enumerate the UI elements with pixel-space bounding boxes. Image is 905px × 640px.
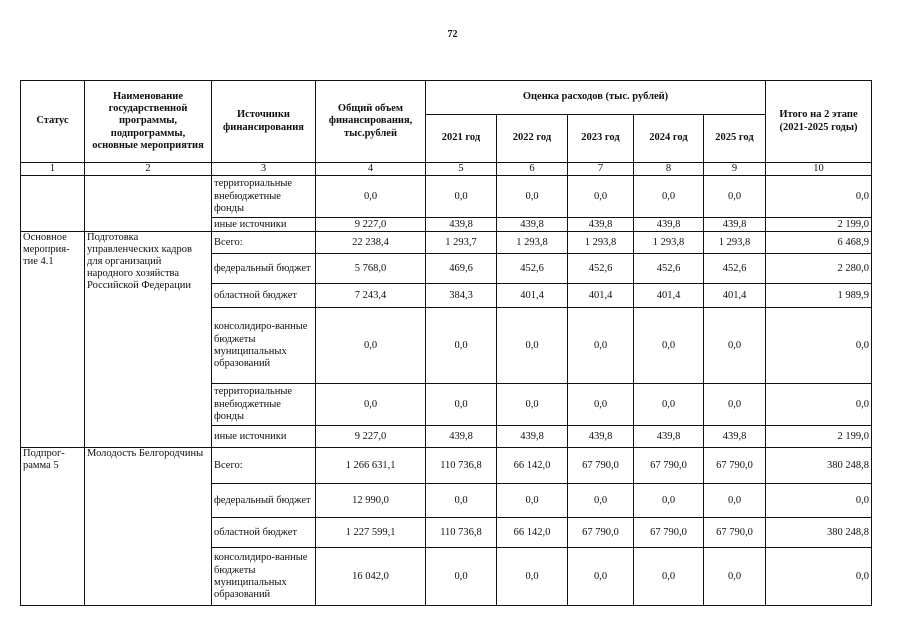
year-value-cell: 0,0: [426, 308, 497, 384]
year-value-cell: 0,0: [634, 308, 704, 384]
year-value-cell: 439,8: [568, 218, 634, 232]
total-funding-cell: 1 227 599,1: [316, 518, 426, 548]
year-value-cell: 67 790,0: [704, 448, 766, 484]
year-value-cell: 401,4: [634, 284, 704, 308]
year-value-cell: 1 293,8: [704, 232, 766, 254]
program-name-cell: [85, 176, 212, 232]
year-value-cell: 1 293,7: [426, 232, 497, 254]
funding-source-cell: иные источники: [212, 426, 316, 448]
year-value-cell: 110 736,8: [426, 448, 497, 484]
year-value-cell: 0,0: [634, 548, 704, 606]
funding-source-cell: консолидиро-ванные бюджеты муниципальных образований: [212, 548, 316, 606]
stage-total-cell: 2 280,0: [766, 254, 872, 284]
total-funding-cell: 12 990,0: [316, 484, 426, 518]
funding-source-cell: Всего:: [212, 232, 316, 254]
year-value-cell: 0,0: [568, 308, 634, 384]
year-value-cell: 401,4: [568, 284, 634, 308]
column-index: 3: [212, 163, 316, 176]
status-cell: Подпрог-рамма 5: [21, 448, 85, 606]
total-funding-cell: 16 042,0: [316, 548, 426, 606]
year-value-cell: 401,4: [704, 284, 766, 308]
budget-table: [20, 80, 872, 606]
header-stage-total: Итого на 2 этапе (2021-2025 годы): [766, 81, 872, 163]
year-value-cell: 67 790,0: [634, 518, 704, 548]
year-value-cell: 0,0: [634, 384, 704, 426]
year-value-cell: 439,8: [426, 218, 497, 232]
column-index: 2: [85, 163, 212, 176]
stage-total-cell: 2 199,0: [766, 426, 872, 448]
status-cell: [21, 176, 85, 232]
year-value-cell: 439,8: [497, 218, 568, 232]
year-value-cell: 67 790,0: [634, 448, 704, 484]
stage-total-cell: 6 468,9: [766, 232, 872, 254]
total-funding-cell: 7 243,4: [316, 284, 426, 308]
column-index: 6: [497, 163, 568, 176]
status-cell: Основное мероприя-тие 4.1: [21, 232, 85, 448]
header-funding-sources: Источники финансирования: [212, 81, 316, 163]
year-value-cell: 0,0: [704, 308, 766, 384]
year-value-cell: 439,8: [704, 426, 766, 448]
year-value-cell: 1 293,8: [497, 232, 568, 254]
year-value-cell: 452,6: [704, 254, 766, 284]
header-program-name: Наименование государственной программы, подпрограммы, основные мероприятия: [85, 81, 212, 163]
year-value-cell: 452,6: [568, 254, 634, 284]
column-index: 4: [316, 163, 426, 176]
year-value-cell: 66 142,0: [497, 518, 568, 548]
year-value-cell: 0,0: [497, 176, 568, 218]
total-funding-cell: 9 227,0: [316, 426, 426, 448]
year-value-cell: 0,0: [634, 484, 704, 518]
column-index: 5: [426, 163, 497, 176]
year-value-cell: 469,6: [426, 254, 497, 284]
header-year: 2021 год: [426, 115, 497, 163]
total-funding-cell: 0,0: [316, 384, 426, 426]
total-funding-cell: 0,0: [316, 308, 426, 384]
year-value-cell: 439,8: [634, 218, 704, 232]
year-value-cell: 1 293,8: [568, 232, 634, 254]
header-year: 2025 год: [704, 115, 766, 163]
column-index: 1: [21, 163, 85, 176]
header-year: 2022 год: [497, 115, 568, 163]
funding-source-cell: областной бюджет: [212, 284, 316, 308]
column-index: 10: [766, 163, 872, 176]
page-number: 72: [447, 29, 458, 40]
year-value-cell: 439,8: [634, 426, 704, 448]
stage-total-cell: 0,0: [766, 308, 872, 384]
year-value-cell: 0,0: [497, 484, 568, 518]
header-year: 2023 год: [568, 115, 634, 163]
year-value-cell: 0,0: [704, 384, 766, 426]
year-value-cell: 439,8: [704, 218, 766, 232]
stage-total-cell: 2 199,0: [766, 218, 872, 232]
year-value-cell: 439,8: [497, 426, 568, 448]
year-value-cell: 0,0: [497, 548, 568, 606]
funding-source-cell: федеральный бюджет: [212, 484, 316, 518]
year-value-cell: 0,0: [568, 176, 634, 218]
column-index-row: [21, 163, 872, 176]
stage-total-cell: 0,0: [766, 176, 872, 218]
stage-total-cell: 380 248,8: [766, 448, 872, 484]
total-funding-cell: 9 227,0: [316, 218, 426, 232]
year-value-cell: 67 790,0: [704, 518, 766, 548]
year-value-cell: 0,0: [704, 484, 766, 518]
year-value-cell: 67 790,0: [568, 518, 634, 548]
stage-total-cell: 0,0: [766, 384, 872, 426]
funding-source-cell: федеральный бюджет: [212, 254, 316, 284]
total-funding-cell: 1 266 631,1: [316, 448, 426, 484]
year-value-cell: 0,0: [568, 384, 634, 426]
stage-total-cell: 0,0: [766, 484, 872, 518]
year-value-cell: 0,0: [704, 176, 766, 218]
year-value-cell: 0,0: [497, 308, 568, 384]
total-funding-cell: 22 238,4: [316, 232, 426, 254]
year-value-cell: 384,3: [426, 284, 497, 308]
header-expense-estimate: Оценка расходов (тыс. рублей): [426, 81, 766, 115]
year-value-cell: 0,0: [634, 176, 704, 218]
year-value-cell: 0,0: [426, 548, 497, 606]
funding-source-cell: Всего:: [212, 448, 316, 484]
header-status: Статус: [21, 81, 85, 163]
funding-source-cell: иные источники: [212, 218, 316, 232]
year-value-cell: 0,0: [497, 384, 568, 426]
year-value-cell: 452,6: [634, 254, 704, 284]
year-value-cell: 439,8: [426, 426, 497, 448]
header-year: 2024 год: [634, 115, 704, 163]
year-value-cell: 0,0: [568, 548, 634, 606]
year-value-cell: 67 790,0: [568, 448, 634, 484]
column-index: 7: [568, 163, 634, 176]
year-value-cell: 0,0: [568, 484, 634, 518]
stage-total-cell: 380 248,8: [766, 518, 872, 548]
funding-source-cell: консолидиро-ванные бюджеты муниципальных образований: [212, 308, 316, 384]
stage-total-cell: 0,0: [766, 548, 872, 606]
table-row: [21, 176, 872, 218]
year-value-cell: 0,0: [426, 484, 497, 518]
program-name-cell: Подготовка управленческих кадров для организаций народного хозяйства Российской Федерации: [85, 232, 212, 448]
column-index: 9: [704, 163, 766, 176]
year-value-cell: 1 293,8: [634, 232, 704, 254]
year-value-cell: 0,0: [426, 384, 497, 426]
header-total-funding: Общий объем финансирования, тыс.рублей: [316, 81, 426, 163]
year-value-cell: 66 142,0: [497, 448, 568, 484]
year-value-cell: 0,0: [426, 176, 497, 218]
year-value-cell: 110 736,8: [426, 518, 497, 548]
program-name-cell: Молодость Белгородчины: [85, 448, 212, 606]
year-value-cell: 0,0: [704, 548, 766, 606]
year-value-cell: 439,8: [568, 426, 634, 448]
total-funding-cell: 0,0: [316, 176, 426, 218]
column-index: 8: [634, 163, 704, 176]
table-row: [21, 232, 872, 254]
funding-source-cell: территориальные внебюджетные фонды: [212, 384, 316, 426]
year-value-cell: 452,6: [497, 254, 568, 284]
year-value-cell: 401,4: [497, 284, 568, 308]
stage-total-cell: 1 989,9: [766, 284, 872, 308]
funding-source-cell: областной бюджет: [212, 518, 316, 548]
total-funding-cell: 5 768,0: [316, 254, 426, 284]
table-row: [21, 448, 872, 484]
funding-source-cell: территориальные внебюджетные фонды: [212, 176, 316, 218]
